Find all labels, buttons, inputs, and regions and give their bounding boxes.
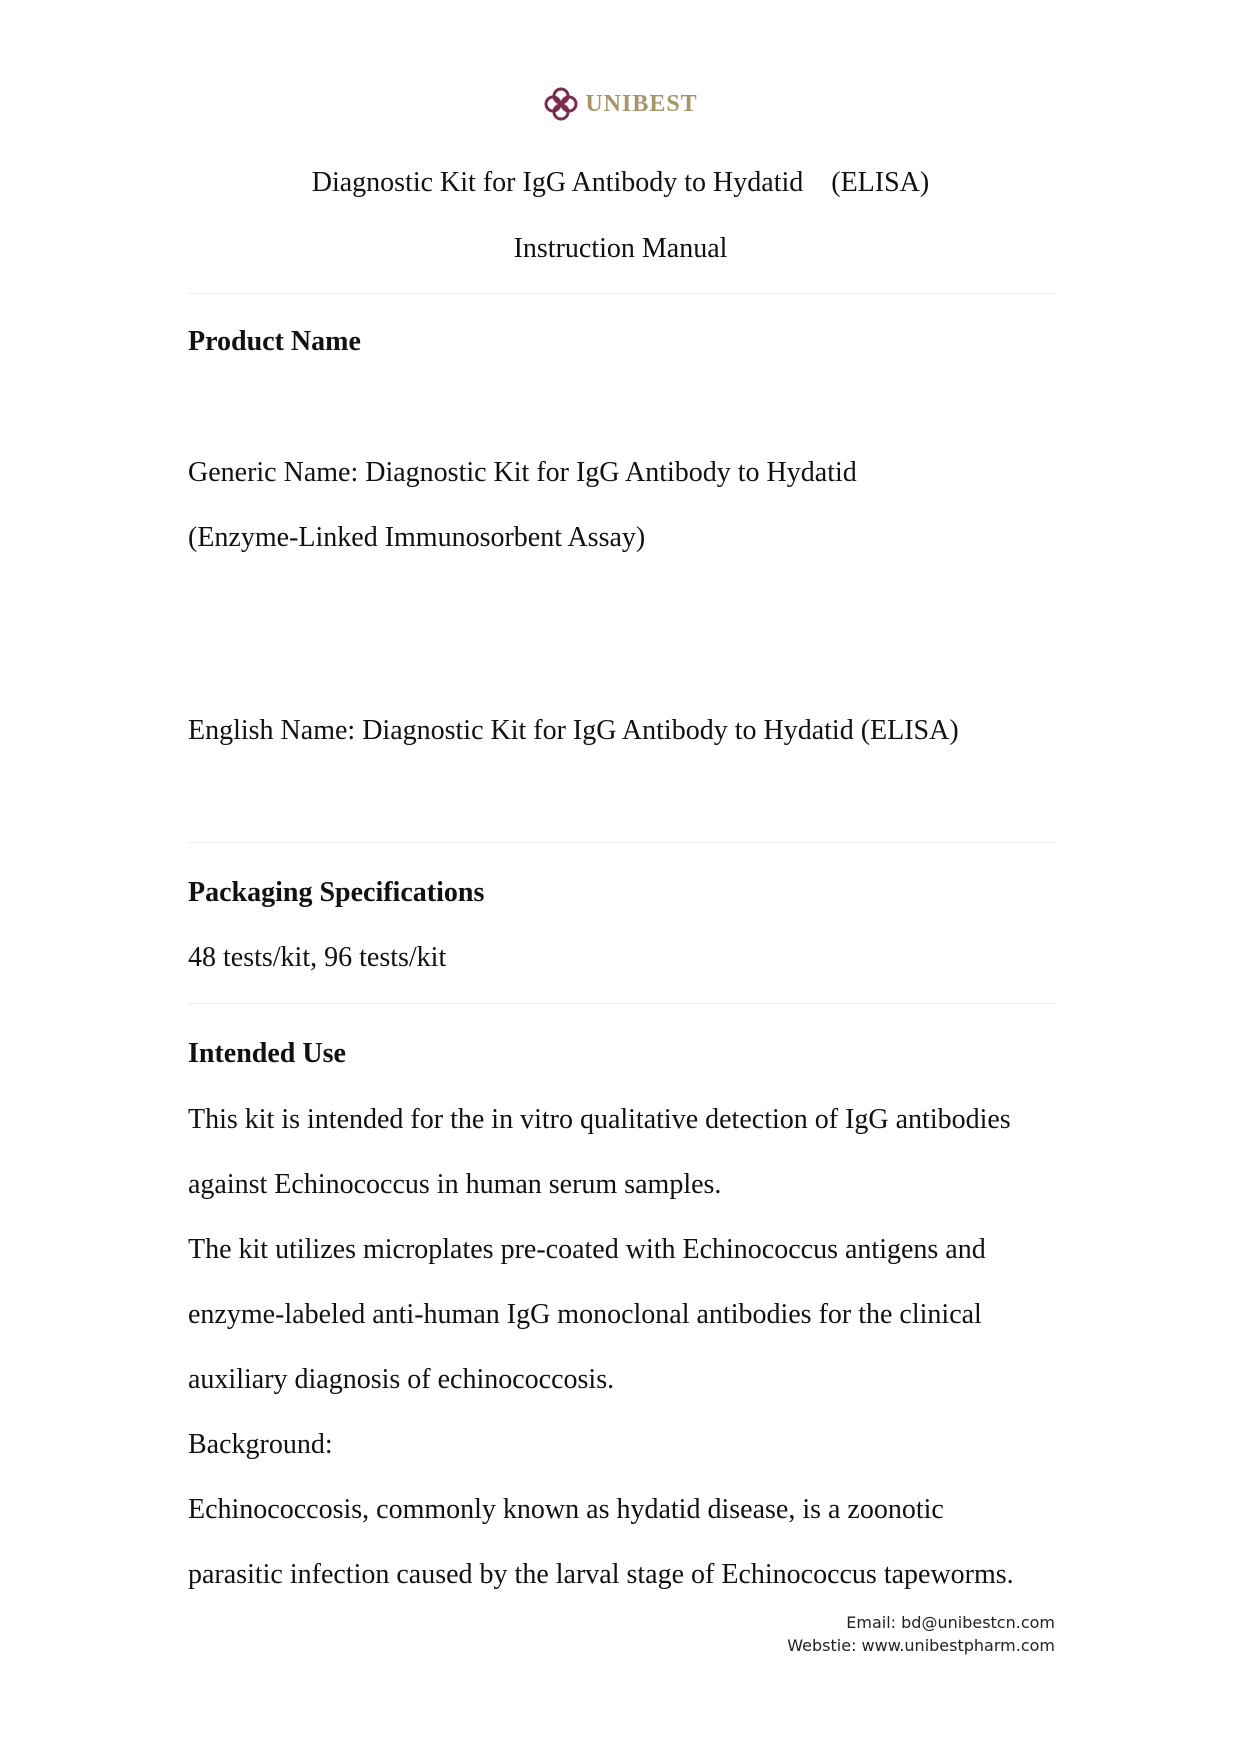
generic-name-line: (Enzyme-Linked Immunosorbent Assay) — [188, 522, 646, 553]
company-logo — [0, 86, 1241, 122]
packaging-text — [188, 925, 1068, 990]
body-line: against Echinococcus in human serum samples. — [188, 1169, 722, 1200]
body-line: auxiliary diagnosis of echinococcosis. — [188, 1364, 615, 1395]
document-title: Diagnostic Kit for IgG Antibody to Hydatid (ELISA) — [311, 167, 930, 198]
section-intended-use — [188, 1037, 1068, 1071]
section-heading: Product Name — [188, 326, 361, 357]
body-line: Background: — [188, 1429, 333, 1460]
divider — [188, 842, 1056, 843]
footer-email: Email: bd@unibestcn.com — [846, 1613, 1055, 1632]
english-name-line: English Name: Diagnostic Kit for IgG Antibody to Hydatid (ELISA) — [188, 715, 959, 746]
footer-website: Webstie: www.unibestpharm.com — [787, 1636, 1055, 1655]
section-packaging — [188, 876, 1068, 910]
divider — [188, 293, 1056, 294]
document-subtitle: Instruction Manual — [513, 233, 728, 264]
english-name — [188, 698, 1068, 763]
body-line: parasitic infection caused by the larval stage of Echinococcus tapeworms. — [188, 1559, 1014, 1590]
logo-knot-icon — [543, 86, 579, 122]
body-line: Echinococcosis, commonly known as hydatid disease, is a zoonotic — [188, 1494, 944, 1525]
page-footer — [787, 1611, 1055, 1657]
section-heading: Intended Use — [188, 1038, 346, 1069]
body-line: The kit utilizes microplates pre-coated with Echinococcus antigens and — [188, 1234, 986, 1265]
packaging-line: 48 tests/kit, 96 tests/kit — [188, 942, 447, 973]
body-line: enzyme-labeled anti-human IgG monoclonal antibodies for the clinical — [188, 1299, 982, 1330]
body-line: This kit is intended for the in vitro qualitative detection of IgG antibodies — [188, 1104, 1011, 1135]
section-product-name — [188, 325, 1068, 359]
logo-wordmark: UNIBEST — [585, 91, 698, 117]
intended-use-body — [188, 1087, 1068, 1607]
divider — [188, 1003, 1056, 1004]
generic-name-line: Generic Name: Diagnostic Kit for IgG Antibody to Hydatid — [188, 457, 857, 488]
generic-name — [188, 440, 1068, 570]
section-heading: Packaging Specifications — [188, 877, 485, 908]
